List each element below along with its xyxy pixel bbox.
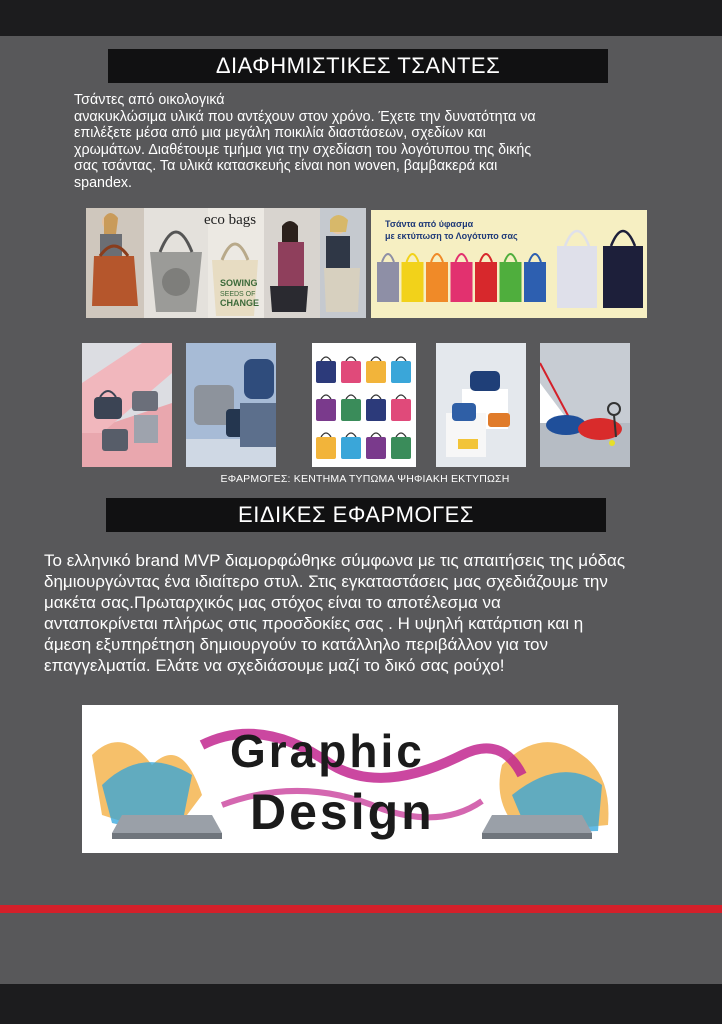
printed-tote-handle (611, 231, 635, 246)
printed-bag-handle (321, 357, 331, 361)
handbags-thumbnail (82, 343, 172, 467)
tote-bag (475, 262, 497, 302)
tote-bag-handle (480, 254, 492, 262)
printed-tote-bag (603, 246, 643, 308)
printed-bag (341, 361, 361, 383)
eco-bags-label: eco bags (204, 212, 257, 228)
printed-bag (391, 437, 411, 459)
printed-bags-illustration (312, 343, 416, 467)
travel-bags-thumbnail (186, 343, 276, 467)
printed-bag (391, 361, 411, 383)
printed-bag-handle (396, 433, 406, 437)
printed-bag-handle (371, 357, 381, 361)
tote-bag (524, 262, 546, 302)
tote-bag-handle (382, 254, 394, 262)
section-title-special: ΕΙΔΙΚΕΣ ΕΦΑΡΜΟΓΕΣ (106, 498, 606, 532)
tote-bag-handle (456, 254, 468, 262)
printed-tote-bag (557, 246, 597, 308)
printed-bag-handle (321, 433, 331, 437)
printed-bag-handle (371, 433, 381, 437)
svg-text:SOWING: SOWING (220, 278, 258, 288)
duffel-bags-illustration (540, 343, 630, 467)
printed-bag-handle (346, 357, 356, 361)
printed-bag (341, 399, 361, 421)
sport-bags-thumbnail (436, 343, 526, 467)
printed-bag (316, 361, 336, 383)
printed-bag-handle (396, 357, 406, 361)
printed-bag-handle (371, 395, 381, 399)
tote-bag (377, 262, 399, 302)
printed-bag (391, 399, 411, 421)
printed-bag-handle (346, 433, 356, 437)
tote-bag (500, 262, 522, 302)
tote-bag-handle (505, 254, 517, 262)
tote-bag (426, 262, 448, 302)
special-applications-text: Το ελληνικό brand MVP διαμορφώθηκε σύμφωνα με τις απαιτήσεις της μόδας δημιουργώντας ένα ιδιαίτερο στυλ. Στις εγκαταστάσεις μας σχεδιάζουμε την μακέτα σας.Πρωταρχικός μας στόχος είναι το αποτέλεσμα να ανταποκρίνεται πλήρως στις προσδοκίες σας . Η υψηλή κατάρτιση και η άμεση εξυπηρέτηση δημιουργούν το κατάλληλο περιβάλλον για τον επαγγελματία. Ελάτε να σχεδιάσουμε μαζί το δικό σας ρούχο! (44, 551, 626, 675)
printed-bag-handle (346, 395, 356, 399)
tote-bag-handle (431, 254, 443, 262)
eco-bags-photo (86, 208, 366, 318)
printed-bag-handle (321, 395, 331, 399)
svg-text:SEEDS OF: SEEDS OF (220, 291, 256, 298)
tote-bags-photo (371, 210, 647, 318)
accent-divider (0, 905, 722, 913)
bottom-bar (0, 984, 722, 1024)
graphic-word: Graphic (230, 725, 425, 777)
section-title-bags: ΔΙΑΦΗΜΙΣΤΙΚΕΣ ΤΣΑΝΤΕΣ (108, 49, 608, 83)
printed-bags-thumbnail (312, 343, 416, 467)
tote-bag (451, 262, 473, 302)
printed-bag (316, 437, 336, 459)
applications-caption: ΕΦΑΡΜΟΓΕΣ: ΚΕΝΤΗΜΑ ΤΥΠΩΜΑ ΨΗΦΙΑΚΗ ΕΚΤΥΠΩΣΗ (220, 473, 510, 485)
printed-bag (366, 437, 386, 459)
graphic-design-banner (82, 705, 618, 853)
tote-bag-handle (407, 254, 419, 262)
printed-bag (341, 437, 361, 459)
travel-bags-illustration (186, 343, 276, 467)
tote-bags-illustration (371, 210, 647, 318)
handbags-illustration (82, 343, 172, 467)
printed-bag (366, 399, 386, 421)
design-word: Design (250, 784, 435, 840)
tote-bags-title: Τσάντα από ύφασμα με εκτύπωση το Λογότυπο σας (385, 219, 518, 241)
printed-tote-handle (565, 231, 589, 246)
printed-bag-handle (396, 395, 406, 399)
bags-intro-text: Τσάντες από οικολογικά ανακυκλώσιμα υλικά που αντέχουν στον χρόνο. Έχετε την δυνατότητα να επιλέξετε μέσα από μια μεγάλη ποικιλία διαστάσεων, σχεδίων και χρωμάτων. Διαθέτουμε τμήμα για την σχεδίαση του λογότυπου της δικής σας τσάντας. Τα υλικά κατασκευής είναι non woven, βαμβακερά και spandex. (74, 92, 536, 191)
svg-text:CHANGE: CHANGE (220, 298, 260, 308)
printed-bag (366, 361, 386, 383)
printed-bag (316, 399, 336, 421)
graphic-design-illustration (82, 705, 618, 853)
duffel-bags-thumbnail (540, 343, 630, 467)
tote-bag-handle (529, 254, 541, 262)
sport-bags-illustration (436, 343, 526, 467)
top-bar (0, 0, 722, 36)
tote-bag (402, 262, 424, 302)
